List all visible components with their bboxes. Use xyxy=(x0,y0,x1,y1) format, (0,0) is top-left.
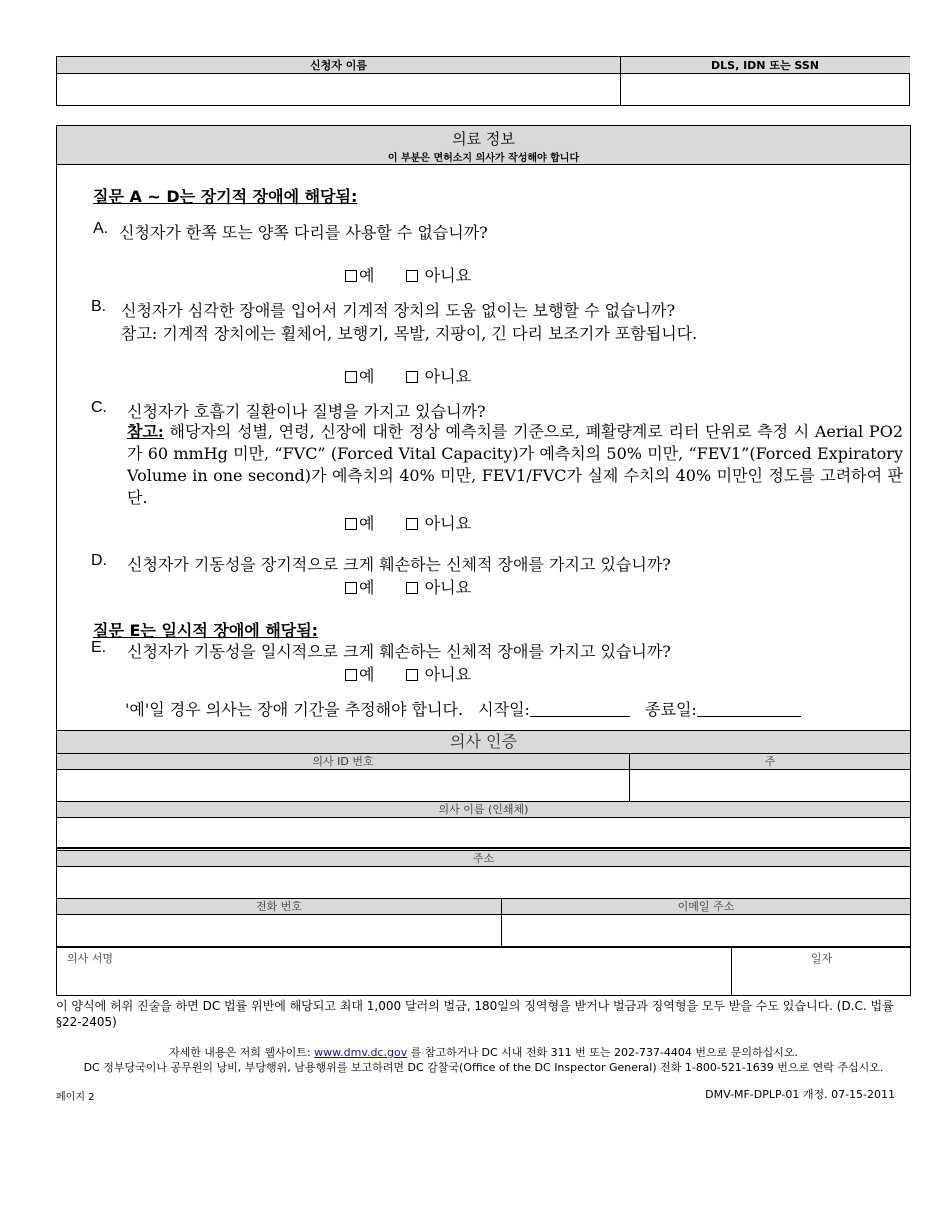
address-field[interactable] xyxy=(57,867,911,898)
applicant-table xyxy=(56,56,910,106)
no-label: 아니요 xyxy=(424,665,472,684)
question-a-no[interactable] xyxy=(406,266,471,285)
question-c xyxy=(91,399,891,421)
question-e-yes[interactable] xyxy=(345,665,374,684)
checkbox-icon xyxy=(406,270,418,282)
question-e-text: 신청자가 기동성을 일시적으로 크게 훼손하는 신체적 장애를 가지고 있습니까? xyxy=(127,642,671,661)
question-b-letter: B. xyxy=(91,298,107,315)
medical-info-section xyxy=(56,125,911,996)
duration-line xyxy=(125,697,905,719)
question-c-no[interactable] xyxy=(406,514,471,533)
phone-field[interactable] xyxy=(57,915,501,948)
question-b-yes[interactable] xyxy=(345,367,374,386)
checkbox-icon xyxy=(406,371,418,383)
question-c-text: 신청자가 호흡기 질환이나 질병을 가지고 있습니까? xyxy=(127,402,486,421)
no-label: 아니요 xyxy=(424,578,472,597)
checkbox-icon xyxy=(345,270,357,282)
section-temporary-heading: 질문 E는 일시적 장애에 해당됨: xyxy=(93,621,319,640)
physician-name-label: 의사 이름 (인쇄체) xyxy=(57,801,910,818)
question-b-no[interactable] xyxy=(406,367,471,386)
applicant-name-header: 신청자 이름 xyxy=(57,57,620,74)
email-field[interactable] xyxy=(502,915,911,948)
yes-label: 예 xyxy=(359,266,375,285)
question-b xyxy=(91,298,891,320)
question-c-note xyxy=(127,421,903,509)
physician-id-field[interactable] xyxy=(57,770,629,801)
form-id: DMV-MF-DPLP-01 개정. 07-15-2011 xyxy=(705,1088,895,1101)
no-label: 아니요 xyxy=(424,367,472,386)
medical-info-title: 의료 정보 xyxy=(452,130,515,148)
yes-label: 예 xyxy=(359,578,375,597)
end-date-field[interactable] xyxy=(697,716,801,717)
website-link[interactable]: www.dmv.dc.gov xyxy=(314,1046,408,1059)
no-label: 아니요 xyxy=(424,266,472,285)
signature-field[interactable] xyxy=(57,948,731,996)
state-label: 주 xyxy=(764,755,776,768)
question-e xyxy=(91,639,891,661)
question-d-letter: D. xyxy=(91,552,107,569)
question-e-no[interactable] xyxy=(406,665,471,684)
applicant-name-field[interactable] xyxy=(57,74,620,106)
physician-id-header-row xyxy=(57,753,910,770)
question-d-yes[interactable] xyxy=(345,578,374,597)
medical-info-subtitle: 이 부분은 면허소지 의사가 작성해야 합니다 xyxy=(387,153,580,164)
question-c-note-label: 참고: xyxy=(127,422,164,441)
yes-label: 예 xyxy=(359,367,375,386)
question-d-no[interactable] xyxy=(406,578,471,597)
question-d xyxy=(91,552,891,574)
email-label: 이메일 주소 xyxy=(677,900,735,913)
physician-cert-title: 의사 인증 xyxy=(57,730,910,754)
end-date-label: 종료일: xyxy=(645,700,697,719)
applicant-id-field[interactable] xyxy=(621,74,910,106)
checkbox-icon xyxy=(345,669,357,681)
question-c-yes[interactable] xyxy=(345,514,374,533)
contact-info: 자세한 내용은 저희 웹사이트: www.dmv.dc.gov 를 참고하거나 DC 시내 전화 311 번 또는 202-737-4404 번으로 문의하십시오. DC 정부당국이나 공무원의 낭비, 부당행위, 남용행위를 보고하려면 DC 감찰국(Office of the DC Inspector General) 전화 1-800-521-1639 번으로 연락 주십시오. xyxy=(56,1045,911,1075)
checkbox-icon xyxy=(345,518,357,530)
question-c-note-text: 해당자의 성별, 연령, 신장에 대한 정상 예측치를 기준으로, 폐활량계로 리터 단위로 측정 시 Aerial PO2가 60 mmHg 미만, “FVC” (Forced Vital Capacity)가 예측치의 50% 미만, “FEV1”(Forced Expiratory Volume in one second)가 예측치의 40% 미만, FEV1/FVC가 실제 수치의 40% 미만인 정도를 고려하여 판단. xyxy=(127,422,903,507)
question-e-letter: E. xyxy=(91,639,107,656)
applicant-id-header: DLS, IDN 또는 SSN xyxy=(620,57,910,74)
signature-label: 의사 서명 xyxy=(67,952,114,965)
question-a-yes[interactable] xyxy=(345,266,374,285)
physician-id-label: 의사 ID 번호 xyxy=(312,755,374,768)
date-field[interactable] xyxy=(732,948,911,996)
no-label: 아니요 xyxy=(424,514,472,533)
start-date-label: 시작일: xyxy=(478,700,530,719)
checkbox-icon xyxy=(406,669,418,681)
question-a xyxy=(93,220,893,242)
inspector-general-line: DC 정부당국이나 공무원의 낭비, 부당행위, 남용행위를 보고하려면 DC 감찰국(Office of the DC Inspector General) 전화 1-800-521-1639 번으로 연락 주십시오. xyxy=(83,1061,884,1074)
start-date-field[interactable] xyxy=(530,716,630,717)
section-long-term-heading: 질문 A ~ D는 장기적 장애에 해당됨: xyxy=(93,187,358,206)
medical-info-header xyxy=(57,126,910,165)
page-number: 페이지 2 xyxy=(56,1092,95,1103)
question-a-letter: A. xyxy=(93,220,109,237)
date-label: 일자 xyxy=(810,952,833,965)
question-b-note: 참고: 기계적 장치에는 휠체어, 보행기, 목발, 지팡이, 긴 다리 보조기가 포함됩니다. xyxy=(121,324,698,343)
question-c-letter: C. xyxy=(91,399,107,416)
yes-label: 예 xyxy=(359,665,375,684)
duration-text: '예'일 경우 의사는 장애 기간을 추정해야 합니다. xyxy=(125,700,464,719)
checkbox-icon xyxy=(345,582,357,594)
physician-name-field[interactable] xyxy=(57,818,911,849)
question-a-text: 신청자가 한쪽 또는 양쪽 다리를 사용할 수 없습니까? xyxy=(119,223,488,242)
question-d-text: 신청자가 기동성을 장기적으로 크게 훼손하는 신체적 장애를 가지고 있습니까? xyxy=(127,555,671,574)
contact-header-row xyxy=(57,898,910,915)
question-b-text: 신청자가 심각한 장애를 입어서 기계적 장치의 도움 없이는 보행할 수 없습니까? xyxy=(121,301,676,320)
address-label: 주소 xyxy=(57,850,910,867)
state-field[interactable] xyxy=(630,770,911,801)
disclaimer: 이 양식에 허위 진술을 하면 DC 법률 위반에 해당되고 최대 1,000 달러의 벌금, 180일의 징역형을 받거나 벌금과 징역형을 모두 받을 수도 있습니다. (D.C. 법률 §22-2405) xyxy=(56,999,894,1029)
phone-label: 전화 번호 xyxy=(255,900,302,913)
checkbox-icon xyxy=(406,582,418,594)
checkbox-icon xyxy=(406,518,418,530)
checkbox-icon xyxy=(345,371,357,383)
yes-label: 예 xyxy=(359,514,375,533)
